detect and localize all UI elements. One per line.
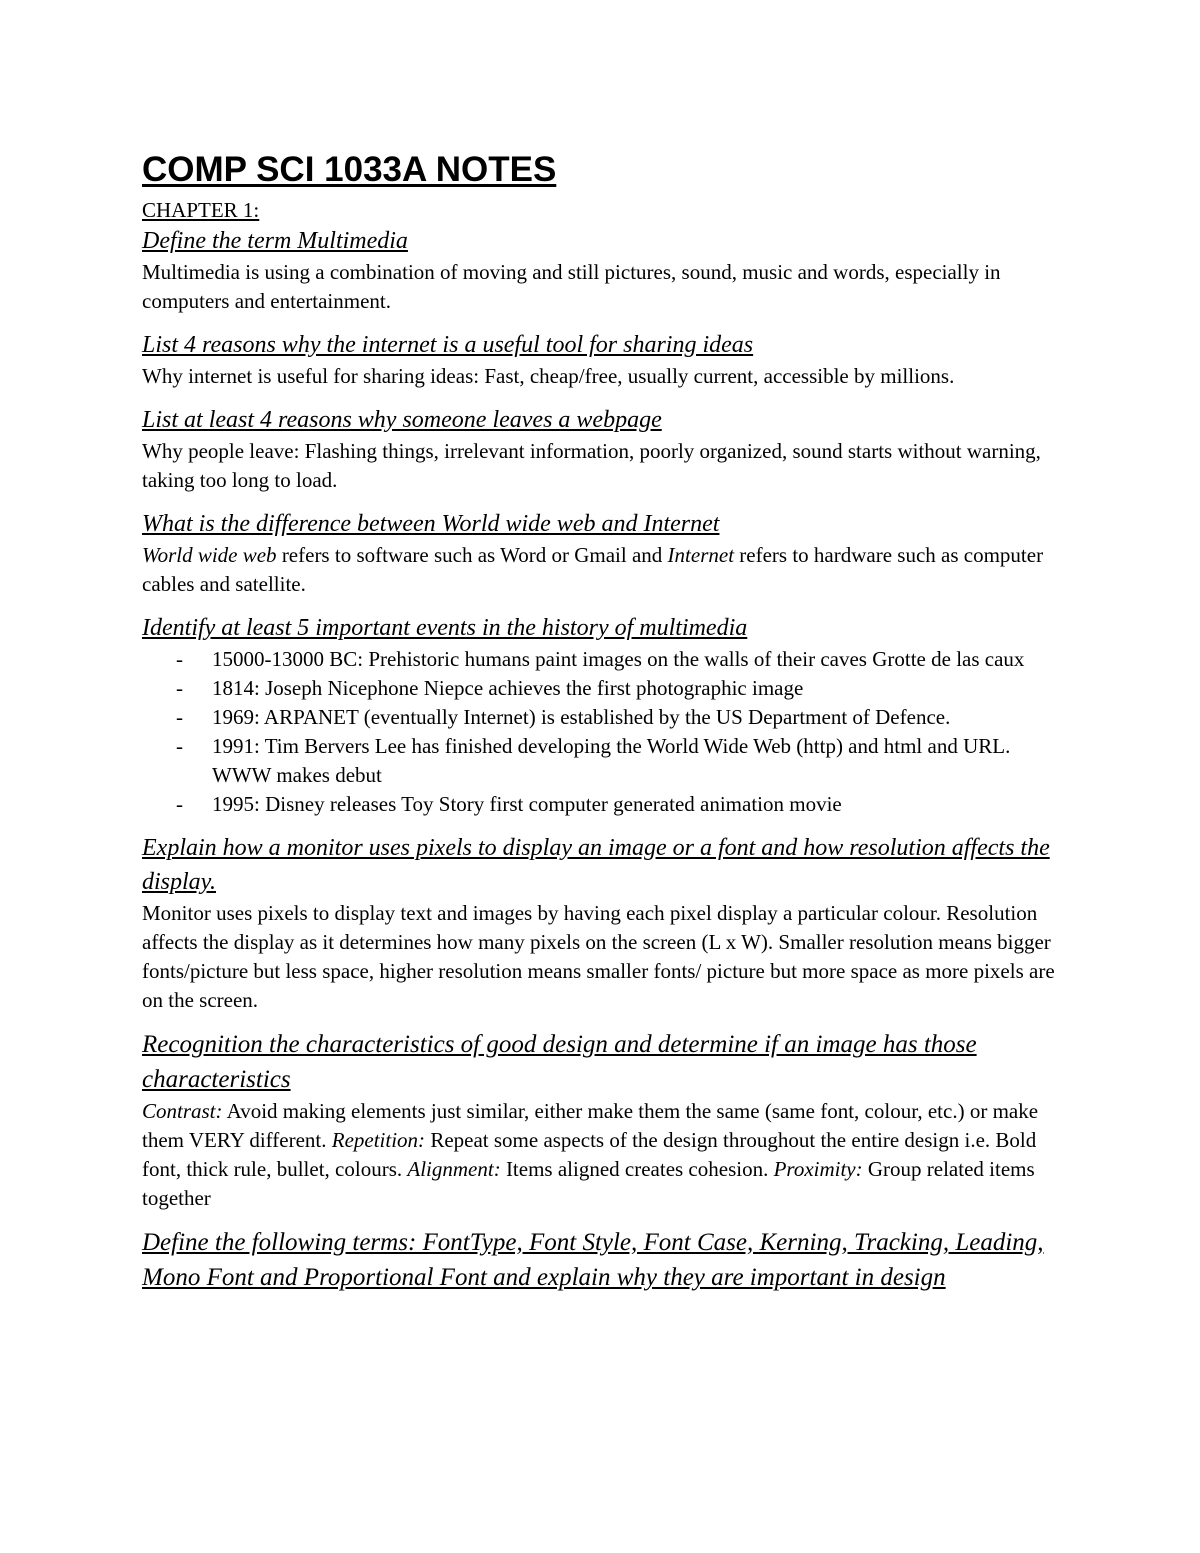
event-text: 1969: ARPANET (eventually Internet) is established by the US Department of Defence. [212, 705, 951, 729]
answer-paragraph: Why people leave: Flashing things, irrelevant information, poorly organized, sound starts without warning, taking too long to load. [142, 439, 1041, 492]
answer-paragraph: Why internet is useful for sharing ideas: Fast, cheap/free, usually current, accessible by millions. [142, 364, 955, 388]
section-pixels [142, 831, 1064, 1015]
question-heading: What is the difference between World wide web and Internet [142, 511, 720, 537]
term-contrast: Contrast: [142, 1099, 223, 1123]
section-leave-webpage [142, 403, 1064, 495]
answer-text: Avoid making elements just similar, either make them the same (same font, colour, etc.) or make them VERY different. [142, 1099, 1039, 1152]
list-item [142, 790, 1064, 819]
list-item [142, 732, 1064, 790]
bullet-dash: - [176, 792, 183, 816]
section-www-vs-internet [142, 507, 1064, 599]
list-item [142, 674, 1064, 703]
section-font-terms [142, 1225, 1064, 1295]
term-repetition: Repetition: [331, 1128, 426, 1152]
question-heading: Define the term Multimedia [142, 228, 408, 254]
events-list [142, 645, 1064, 819]
list-item [142, 703, 1064, 732]
answer-text: Items aligned creates cohesion. [500, 1157, 774, 1181]
event-text: 1995: Disney releases Toy Story first computer generated animation movie [212, 792, 842, 816]
term-world-wide-web: World wide web [142, 543, 277, 567]
bullet-dash: - [176, 676, 183, 700]
question-heading: Recognition the characteristics of good design and determine if an image has those characteristics [142, 1031, 977, 1093]
answer-text: Group related items together [142, 1157, 1035, 1210]
question-heading: List at least 4 reasons why someone leaves a webpage [142, 407, 662, 433]
chapter-heading: CHAPTER 1: [142, 198, 260, 222]
question-heading: Define the following terms: FontType, Font Style, Font Case, Kerning, Tracking, Leading, Mono Font and Proportional Font and explain why they are important in design [142, 1229, 1044, 1291]
document-body [142, 146, 1064, 1295]
term-alignment: Alignment: [407, 1157, 501, 1181]
section-multimedia [142, 224, 1064, 316]
section-good-design [142, 1027, 1064, 1213]
bullet-dash: - [176, 734, 183, 758]
question-heading: Identify at least 5 important events in the history of multimedia [142, 615, 748, 641]
event-text: 15000-13000 BC: Prehistoric humans paint images on the walls of their caves Grotte de las caux [212, 647, 1025, 671]
answer-paragraph: Multimedia is using a combination of moving and still pictures, sound, music and words, especially in computers and entertainment. [142, 260, 1001, 313]
bullet-dash: - [176, 705, 183, 729]
answer-text: Repeat some aspects of the design throughout the entire design i.e. Bold font, thick rule, bullet, colours. [142, 1128, 1037, 1181]
answer-text: refers to software such as Word or Gmail and [276, 543, 668, 567]
section-history [142, 611, 1064, 819]
term-internet: Internet [667, 543, 735, 567]
section-internet-sharing [142, 328, 1064, 391]
answer-paragraph: Monitor uses pixels to display text and images by having each pixel display a particular colour. Resolution affects the display as it determines how many pixels on the screen (L x W). Smaller resolution means bigger fonts/picture but less space, higher resolution means smaller fonts/ picture but more space as more pixels are on the screen. [142, 901, 1055, 1012]
event-text: 1814: Joseph Nicephone Niepce achieves the first photographic image [212, 676, 804, 700]
bullet-dash: - [176, 647, 183, 671]
document-title: COMP SCI 1033A NOTES [142, 150, 557, 189]
list-item [142, 645, 1064, 674]
question-heading: List 4 reasons why the internet is a useful tool for sharing ideas [142, 332, 754, 358]
answer-paragraph [142, 541, 1064, 599]
event-text: 1991: Tim Bervers Lee has finished developing the World Wide Web (http) and html and URL. WWW makes debut [212, 734, 1011, 787]
answer-paragraph [142, 1097, 1064, 1213]
term-proximity: Proximity: [773, 1157, 863, 1181]
answer-text: refers to hardware such as computer cables and satellite. [142, 543, 1044, 596]
question-heading: Explain how a monitor uses pixels to display an image or a font and how resolution affects the display. [142, 835, 1050, 895]
